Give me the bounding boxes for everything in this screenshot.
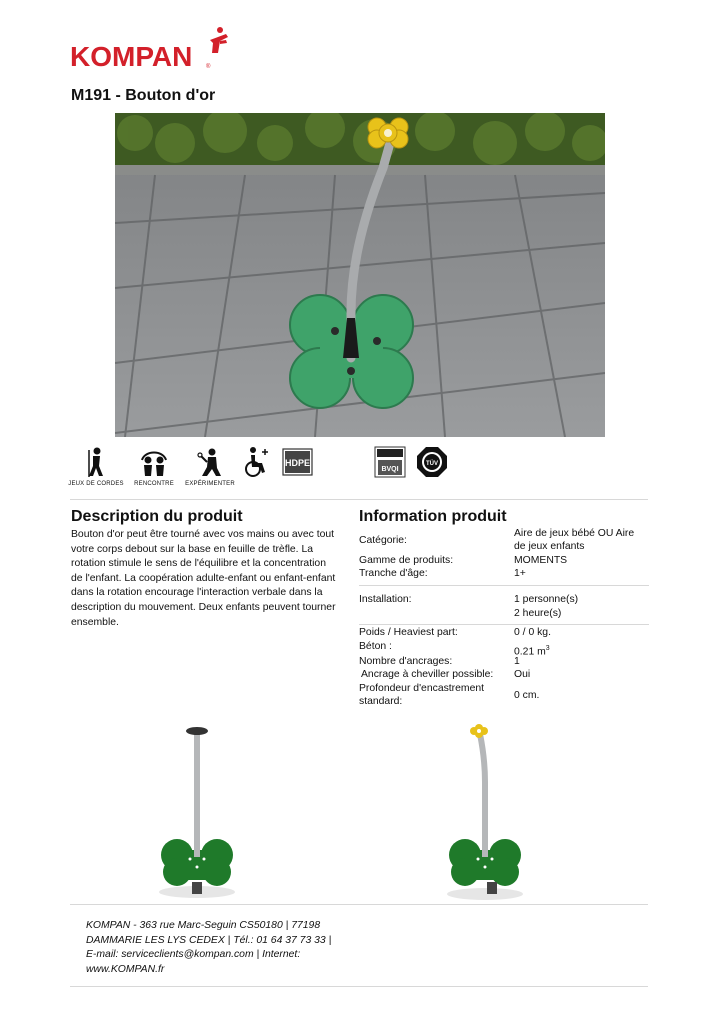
description-heading: Description du produit (71, 508, 243, 525)
footer-line[interactable]: www.KOMPAN.fr (86, 963, 165, 975)
info-value: MOMENTS (514, 555, 568, 566)
info-value: 0 / 0 kg. (514, 627, 551, 638)
feature-rope (66, 446, 126, 487)
info-key: Profondeur d'encastrement standard: (359, 683, 485, 707)
information-heading: Information produit (359, 508, 507, 525)
info-separator (359, 624, 649, 625)
product-photo (115, 113, 605, 437)
info-value: Aire de jeux bébé OU Aire de jeux enfants (514, 528, 635, 552)
logo-wordmark: KOMPAN (70, 41, 193, 70)
info-value: Oui (514, 669, 531, 680)
footer-contact (86, 919, 356, 977)
info-value: 2 heure(s) (514, 608, 562, 619)
divider (70, 499, 648, 500)
feature-meeting (124, 446, 184, 487)
feature-label: RENCONTRE (134, 481, 174, 487)
info-key: Tranche d'âge: (359, 568, 428, 579)
info-separator (359, 585, 649, 586)
logo-figure-icon (210, 27, 228, 53)
svg-text:BVQI: BVQI (381, 466, 399, 473)
info-value: 1+ (514, 568, 526, 579)
rope-climber-icon (81, 446, 111, 478)
footer-line: DAMMARIE LES LYS CEDEX | Tél.: 01 64 37 73 33 | (86, 934, 332, 946)
product-render-left (150, 722, 245, 902)
feature-label: JEUX DE CORDES (68, 481, 124, 487)
registered-mark: ® (206, 64, 211, 70)
info-key: Béton : (359, 641, 392, 652)
svg-text:HDPE: HDPE (284, 458, 311, 468)
info-key: Ancrage à cheviller possible: (361, 669, 494, 680)
info-key: Gamme de produits: (359, 555, 454, 566)
info-key: Installation: (359, 594, 412, 605)
beton-unit-sup: 3 (545, 645, 550, 652)
feature-icons (70, 446, 490, 492)
product-render-right (438, 722, 533, 902)
info-row-categorie (359, 527, 649, 555)
info-value: 1 personne(s) (514, 594, 579, 605)
info-key: Nombre d'ancrages: (359, 656, 453, 667)
divider (70, 986, 648, 987)
beton-value: 0.21 m (514, 646, 546, 658)
info-key: Catégorie: (359, 535, 407, 546)
info-value: 0 cm. (514, 690, 540, 701)
page-title: M191 - Bouton d'or (71, 87, 216, 104)
feature-tuv (402, 446, 462, 478)
info-key: Poids / Heaviest part: (359, 627, 458, 638)
kompan-logo (70, 26, 240, 70)
description-text: Bouton d'or peut être tourné avec vos mains ou avec tout votre corps debout sur la base en feuille de trèfle. La rotation stimule le sens de l'équilibre et la concentration de l'enfant. La coopération adulte-enfant ou enfant-enfant dans la rotation encourage l'interaction verbale dans la description du mouvement. Deux enfants peuvent tourner ensemble. (71, 529, 336, 628)
feature-label: EXPÉRIMENTER (185, 481, 235, 487)
divider (70, 904, 648, 905)
tuv-certification-icon (416, 446, 448, 478)
footer-line: KOMPAN - 363 rue Marc-Seguin CS50180 | 77198 (86, 920, 321, 931)
feature-hdpe (268, 446, 328, 478)
experiment-child-icon (195, 446, 225, 478)
info-value: 1 (514, 656, 520, 667)
svg-text:TÜV: TÜV (426, 461, 438, 467)
footer-line[interactable]: E-mail: serviceclients@kompan.com | Internet: (86, 949, 301, 961)
hdpe-badge-icon (282, 446, 314, 478)
two-children-icon (139, 446, 169, 478)
